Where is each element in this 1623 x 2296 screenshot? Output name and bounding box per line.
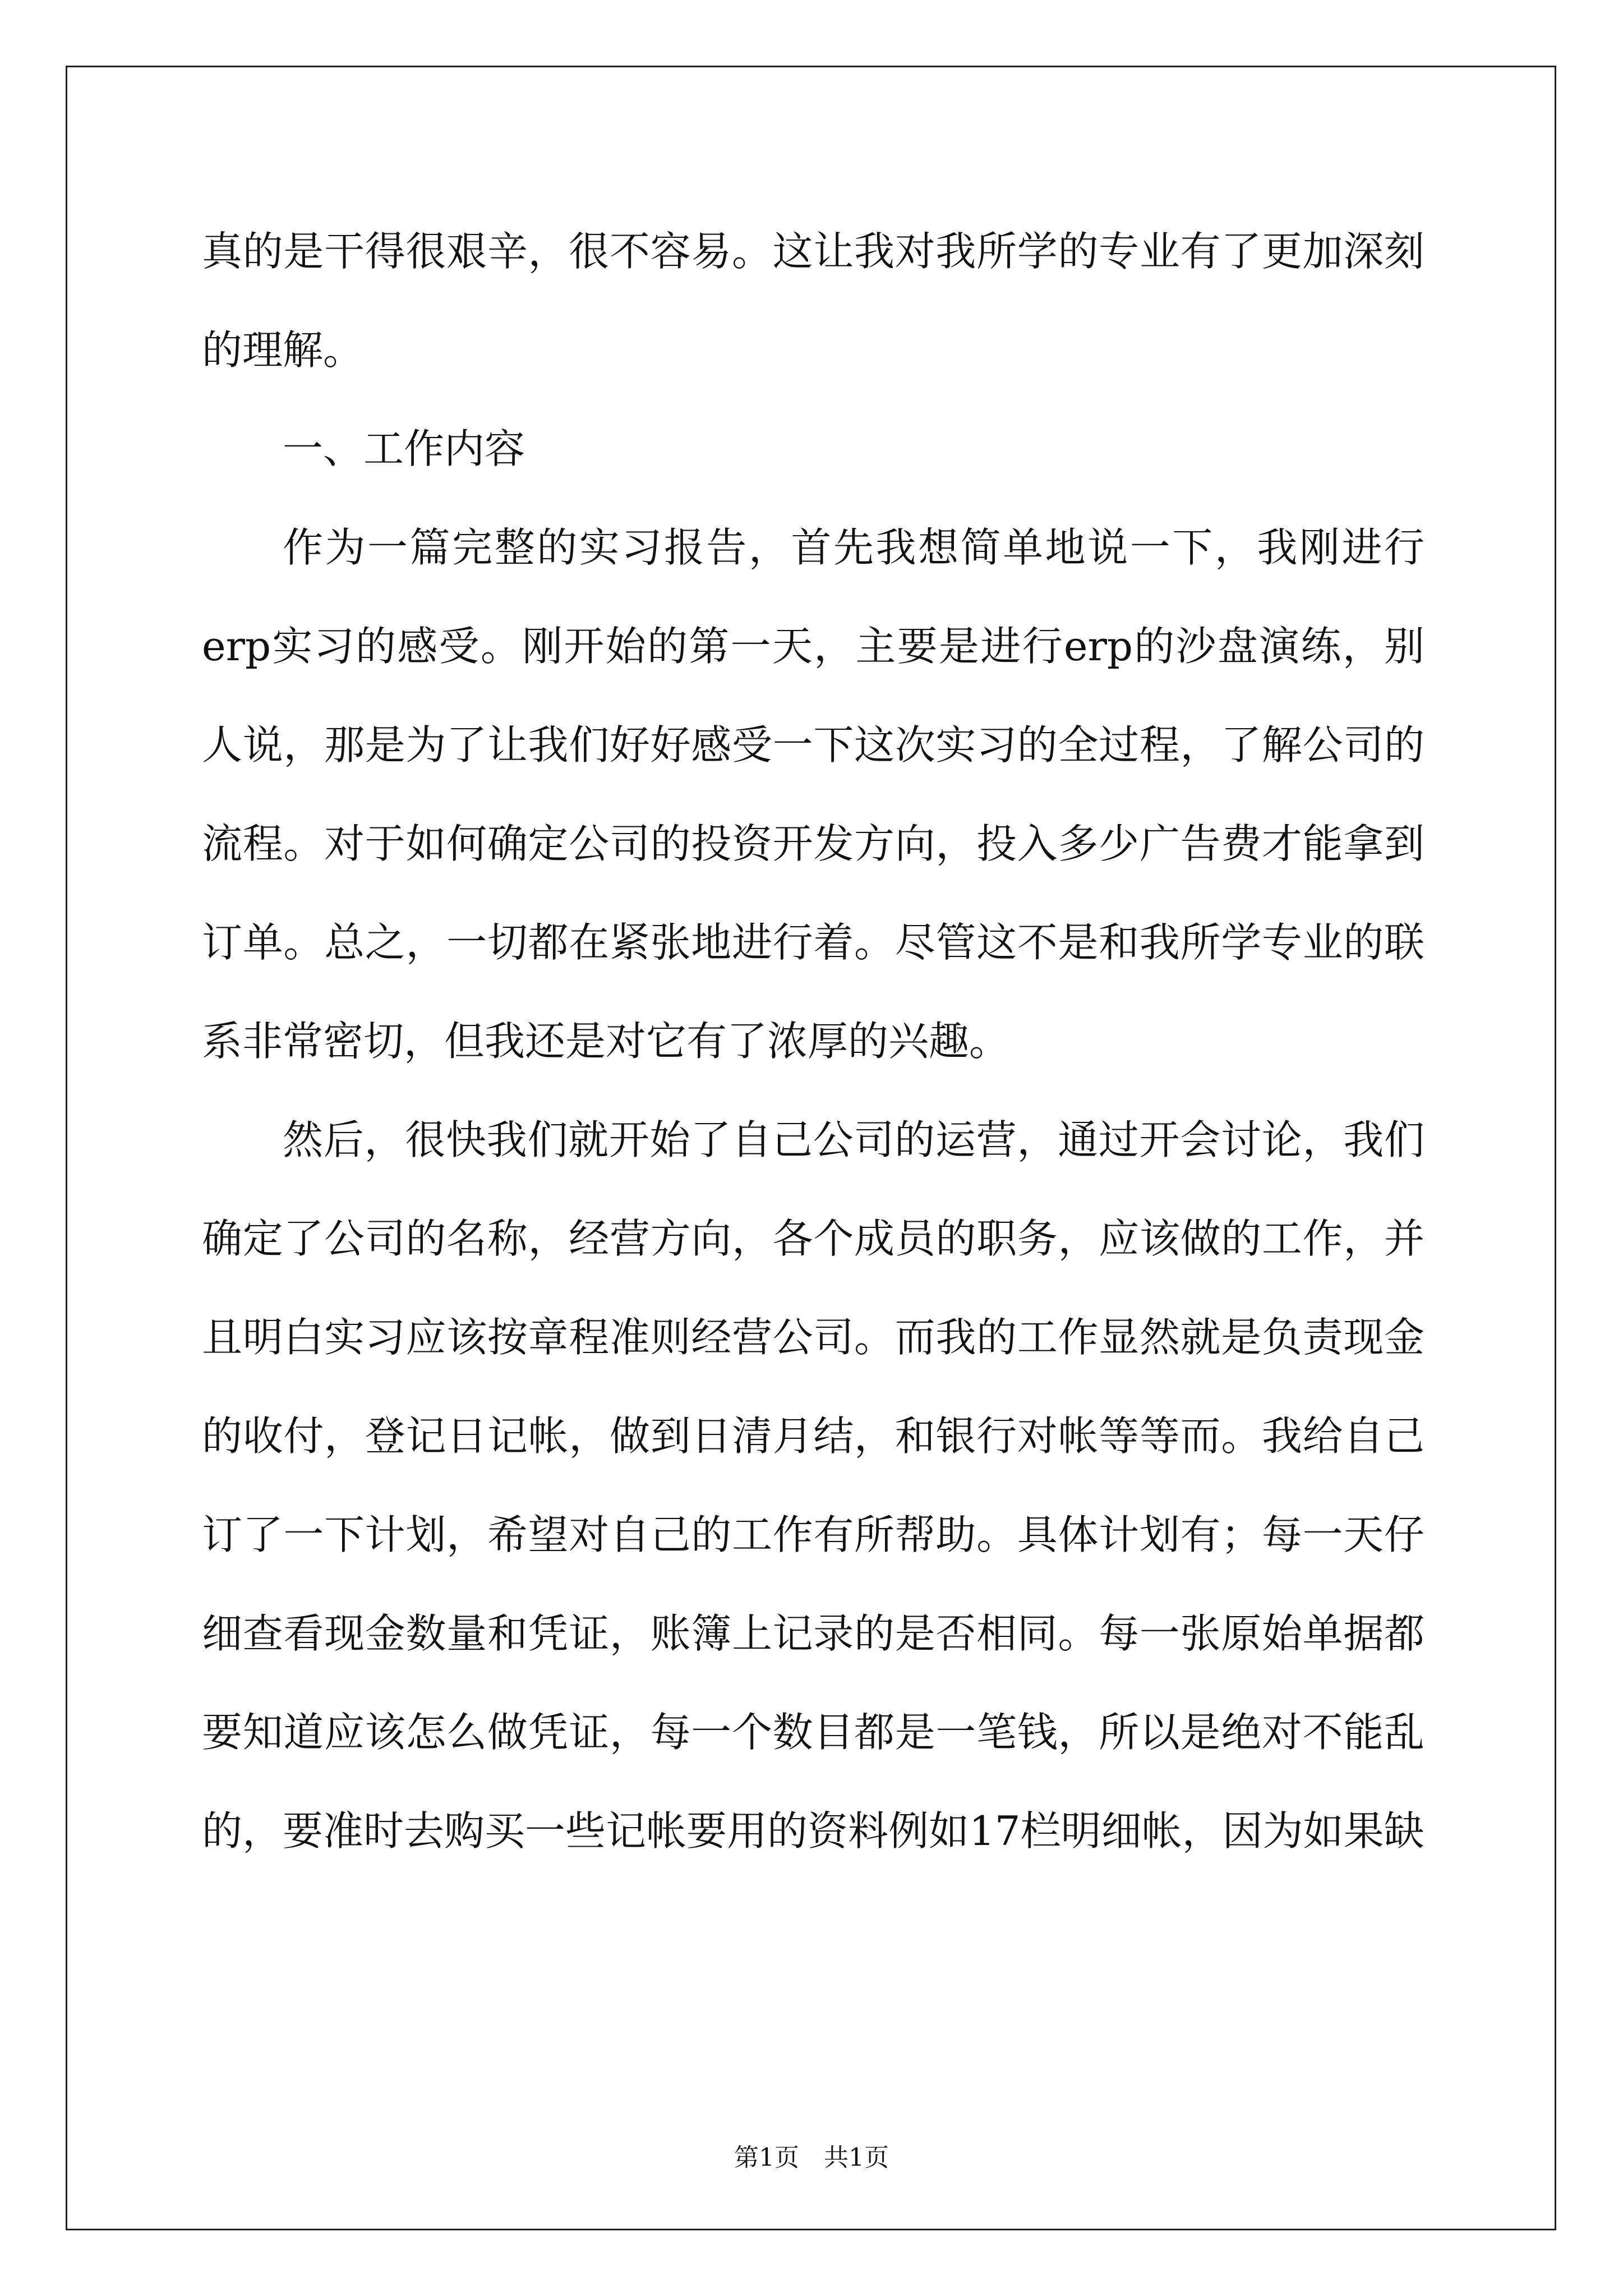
- page-number-footer: 第1页 共1页: [734, 2143, 889, 2172]
- paragraph-2: 作为一篇完整的实习报告，首先我想简单地说一下，我刚进行erp实习的感受。刚开始的第一天，主要是进行erp的沙盘演练，别人说，那是为了让我们好好感受一下这次实习的全过程，了解公司的流程。对于如何确定公司的投资开发方向，投入多少广告费才能拿到订单。总之，一切都在紧张地进行着。尽管这不是和我所学专业的联系非常密切，但我还是对它有了浓厚的兴趣。: [202, 524, 1424, 1065]
- document-body: [202, 202, 1424, 1880]
- section-heading-work-content: 一、工作内容: [283, 425, 525, 472]
- paragraph-1: 真的是干得很艰辛，很不容易。这让我对我所学的专业有了更加深刻的理解。: [202, 228, 1424, 374]
- paragraph-3: 然后，很快我们就开始了自己公司的运营，通过开会讨论，我们确定了公司的名称，经营方向，各个成员的职务，应该做的工作，并且明白实习应该按章程准则经营公司。而我的工作显然就是负责现金的收付，登记日记帐，做到日清月结，和银行对帐等等而。我给自己订了一下计划，希望对自己的工作有所帮助。具体计划有；每一天仔细查看现金数量和凭证，账簿上记录的是否相同。每一张原始单据都要知道应该怎么做凭证，每一个数目都是一笔钱，所以是绝对不能乱的，要准时去购买一些记帐要用的资料例如17栏明细帐，因为如果缺: [202, 1116, 1424, 1855]
